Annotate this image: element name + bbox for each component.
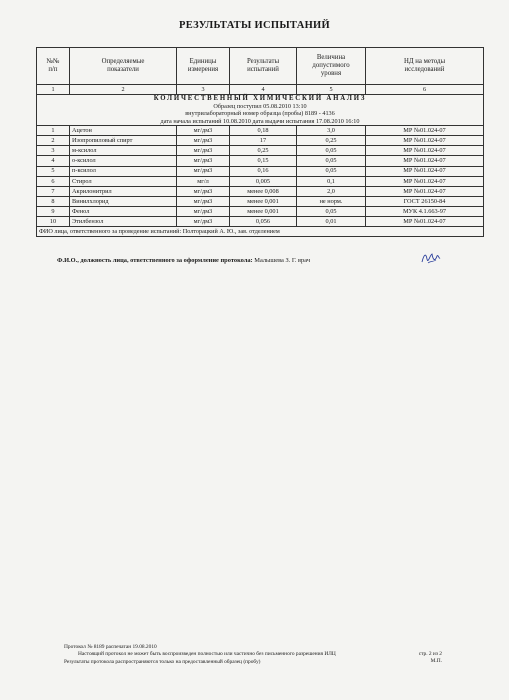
lab-sample-number: внутрилабораторный номер образца (пробы) 8189 - 4136 xyxy=(185,110,335,118)
col-indicator-header: Определяемые показатели xyxy=(70,48,177,85)
row-number: 4 xyxy=(37,156,70,166)
indicator-name: Стирол xyxy=(70,176,177,186)
unit: мг/дм3 xyxy=(177,126,230,136)
signature-icon xyxy=(420,250,442,266)
result: 0,16 xyxy=(230,166,297,176)
permissible-level: 0,05 xyxy=(297,156,366,166)
col-method-header: НД на методы исследований xyxy=(366,48,484,85)
table-row xyxy=(37,176,484,186)
table-row xyxy=(37,126,484,136)
row-number: 1 xyxy=(37,126,70,136)
indicator-name: о-ксилол xyxy=(70,156,177,166)
col-limit-header: Величина допустимого уровня xyxy=(297,48,366,85)
responsible-label: Ф.И.О., должность лица, ответственного за оформление протокола: xyxy=(57,257,253,264)
method-document: МР №01.024-07 xyxy=(366,156,484,166)
table-header-row xyxy=(37,48,484,85)
result: 0,18 xyxy=(230,126,297,136)
column-index-row xyxy=(37,85,484,95)
indicator-name: Этилбензол xyxy=(70,216,177,226)
unit: мг/дм3 xyxy=(177,136,230,146)
result: менее 0,001 xyxy=(230,196,297,206)
unit: мг/дм3 xyxy=(177,186,230,196)
results-table xyxy=(36,47,484,237)
col-result-header: Результаты испытаний xyxy=(230,48,297,85)
col-unit-index: 3 xyxy=(177,85,230,95)
permissible-level: 0,1 xyxy=(297,176,366,186)
unit: мг/дм3 xyxy=(177,166,230,176)
indicator-name: Винилхлорид xyxy=(70,196,177,206)
permissible-level: 2,0 xyxy=(297,186,366,196)
method-document: МР №01.024-07 xyxy=(366,186,484,196)
responsible-line xyxy=(57,257,310,264)
method-document: МР №01.024-07 xyxy=(366,126,484,136)
col-method-index: 6 xyxy=(366,85,484,95)
row-number: 5 xyxy=(37,166,70,176)
stamp-mark: М.П. xyxy=(430,658,442,664)
page-number: стр. 2 из 2 xyxy=(418,651,442,657)
table-row xyxy=(37,166,484,176)
permissible-level: 0,25 xyxy=(297,136,366,146)
method-document: МР №01.024-07 xyxy=(366,166,484,176)
page-title: РЕЗУЛЬТАТЫ ИСПЫТАНИЙ xyxy=(179,20,330,31)
row-number: 3 xyxy=(37,146,70,156)
unit: мг/дм3 xyxy=(177,156,230,166)
result: менее 0,001 xyxy=(230,206,297,216)
col-number-index: 1 xyxy=(37,85,70,95)
col-number-header: №№ п/п xyxy=(37,48,70,85)
scope-notice: Результаты протокола распространяются только на предоставленный образец (пробу) xyxy=(64,658,261,665)
protocol-printed: Протокол № 8189 распечатан 19.08.2010 xyxy=(64,644,157,650)
table-row xyxy=(37,196,484,206)
tester-line: ФИО лица, ответственного за проведение испытаний: Полторацкий А. Ю., зав. отделением xyxy=(37,227,484,237)
unit: мг/дм3 xyxy=(177,206,230,216)
sample-received: Образец поступил 05.08.2010 13:10 xyxy=(213,102,307,110)
indicator-name: Ацетон xyxy=(70,126,177,136)
result: 0,056 xyxy=(230,216,297,226)
table-row xyxy=(37,146,484,156)
row-number: 9 xyxy=(37,206,70,216)
indicator-name: п-ксилол xyxy=(70,166,177,176)
indicator-name: Фенол xyxy=(70,206,177,216)
unit: мг/дм3 xyxy=(177,216,230,226)
table-row xyxy=(37,206,484,216)
permissible-level: 0,05 xyxy=(297,206,366,216)
method-document: МР №01.024-07 xyxy=(366,146,484,156)
unit: мг/дм3 xyxy=(177,196,230,206)
col-limit-index: 5 xyxy=(297,85,366,95)
row-number: 8 xyxy=(37,196,70,206)
table-row xyxy=(37,216,484,226)
col-indicator-index: 2 xyxy=(70,85,177,95)
result: менее 0,008 xyxy=(230,186,297,196)
result: 17 xyxy=(230,136,297,146)
result: 0,25 xyxy=(230,146,297,156)
method-document: ГОСТ 26150-84 xyxy=(366,196,484,206)
analysis-info xyxy=(37,95,484,126)
col-unit-header: Единицы измерения xyxy=(177,48,230,85)
method-document: МР №01.024-07 xyxy=(366,216,484,226)
method-document: МР №01.024-07 xyxy=(366,136,484,146)
row-number: 7 xyxy=(37,186,70,196)
method-document: МР №01.024-07 xyxy=(366,176,484,186)
indicator-name: Изопропиловый спирт xyxy=(70,136,177,146)
analysis-info-row xyxy=(37,95,484,126)
permissible-level: не норм. xyxy=(297,196,366,206)
reproduction-notice: Настоящий протокол не может быть воспроизведен полностью или частично без письменного разрешения ИЛЦ xyxy=(78,651,336,658)
permissible-level: 3,0 xyxy=(297,126,366,136)
col-result-index: 4 xyxy=(230,85,297,95)
method-document: МУК 4.1.663-97 xyxy=(366,206,484,216)
analysis-title: КОЛИЧЕСТВЕННЫЙ ХИМИЧЕСКИЙ АНАЛИЗ xyxy=(153,95,367,102)
unit: мг/л xyxy=(177,176,230,186)
row-number: 6 xyxy=(37,176,70,186)
row-number: 2 xyxy=(37,136,70,146)
permissible-level: 0,05 xyxy=(297,166,366,176)
result: 0,005 xyxy=(230,176,297,186)
permissible-level: 0,05 xyxy=(297,146,366,156)
table-row xyxy=(37,136,484,146)
table-row xyxy=(37,186,484,196)
table-row xyxy=(37,156,484,166)
test-dates: дата начала испытаний 10.08.2010 дата выдачи испытания 17.08.2010 16:10 xyxy=(160,117,360,125)
tester-row xyxy=(37,227,484,237)
indicator-name: м-ксилол xyxy=(70,146,177,156)
footer xyxy=(64,644,444,666)
row-number: 10 xyxy=(37,216,70,226)
unit: мг/дм3 xyxy=(177,146,230,156)
result: 0,15 xyxy=(230,156,297,166)
permissible-level: 0,01 xyxy=(297,216,366,226)
indicator-name: Акрилонитрил xyxy=(70,186,177,196)
responsible-value: Малышева З. Г. врач xyxy=(254,257,311,264)
